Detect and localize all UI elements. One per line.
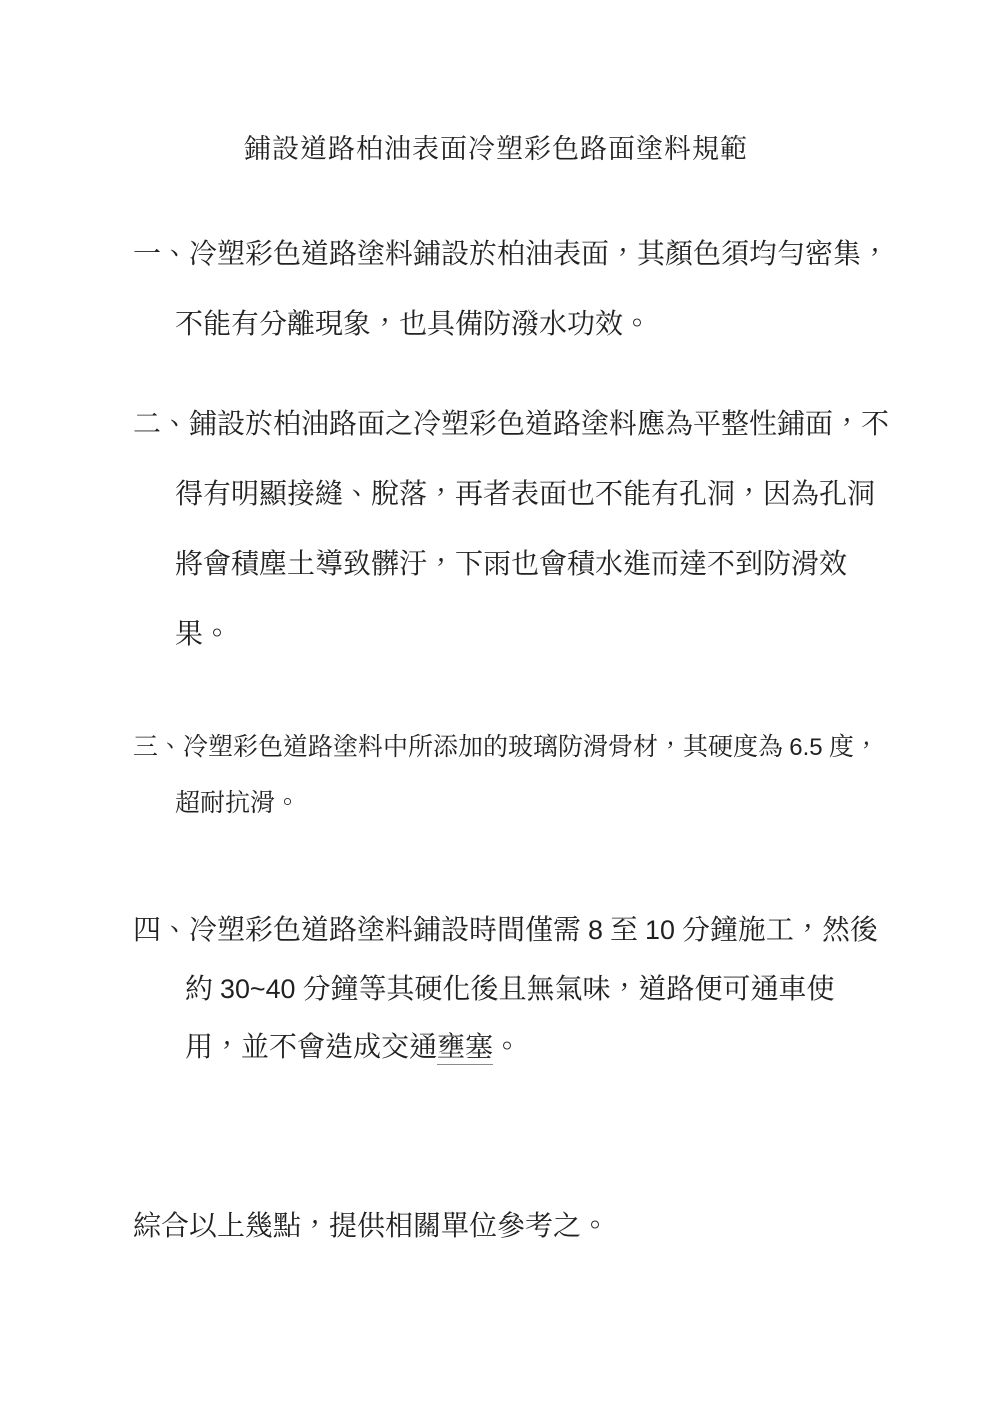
- item-text: 至: [602, 915, 645, 946]
- paragraph-line: 得有明顯接縫、脫落，再者表面也不能有孔洞，因為孔洞: [175, 479, 876, 510]
- spec-item-3: [133, 720, 879, 832]
- paragraph-line: 果。: [175, 619, 232, 650]
- item-text: 度，: [822, 734, 879, 761]
- item-marker: 四、: [133, 915, 190, 946]
- inline-number: 6.5: [789, 734, 823, 761]
- item-text: 約: [185, 974, 221, 1005]
- item-text: 冷塑彩色道路塗料鋪設於柏油表面，其顏色須均勻密集，: [189, 239, 890, 270]
- item-marker: 一、: [133, 239, 190, 270]
- item-marker: 二、: [133, 409, 190, 440]
- item-text: 鋪設於柏油路面之冷塑彩色道路塗料應為平整性鋪面，不: [189, 409, 890, 440]
- item-text: 分鐘等其硬化後且無氣味，道路便可通車使: [295, 974, 835, 1005]
- item-text: 冷塑彩色道路塗料中所添加的玻璃防滑骨材，其硬度為: [183, 734, 790, 761]
- paragraph-line: [133, 960, 859, 1019]
- closing-remark: 綜合以上幾點，提供相關單位參考之。: [133, 1211, 610, 1242]
- spec-item-1: [133, 220, 890, 360]
- spec-item-2: [133, 390, 890, 670]
- paragraph-line: 超耐抗滑。: [175, 790, 301, 817]
- underlined-term: 壅塞: [437, 1032, 494, 1063]
- spec-item-4: [133, 901, 878, 1077]
- item-text: 冷塑彩色道路塗料鋪設時間僅需: [189, 915, 589, 946]
- paragraph-line: [133, 220, 890, 290]
- item-text: 分鐘施工，然後: [674, 915, 878, 946]
- item-text: 。: [493, 1032, 522, 1063]
- inline-number: 10: [645, 915, 675, 945]
- item-text: 用，並不會造成交通: [185, 1032, 438, 1063]
- inline-number: 30~40: [220, 974, 296, 1004]
- inline-number: 8: [588, 915, 603, 945]
- paragraph-line: [133, 901, 878, 960]
- document-title: 鋪設道路柏油表面冷塑彩色路面塗料規範: [244, 134, 748, 164]
- paragraph-line: 不能有分離現象，也具備防潑水功效。: [175, 309, 652, 340]
- paragraph-line: 將會積塵土導致髒汙，下雨也會積水進而達不到防滑效: [175, 549, 848, 580]
- paragraph-line: [133, 1019, 859, 1077]
- item-marker: 三、: [133, 734, 184, 761]
- paragraph-line: [133, 390, 890, 460]
- paragraph-line: [133, 720, 879, 776]
